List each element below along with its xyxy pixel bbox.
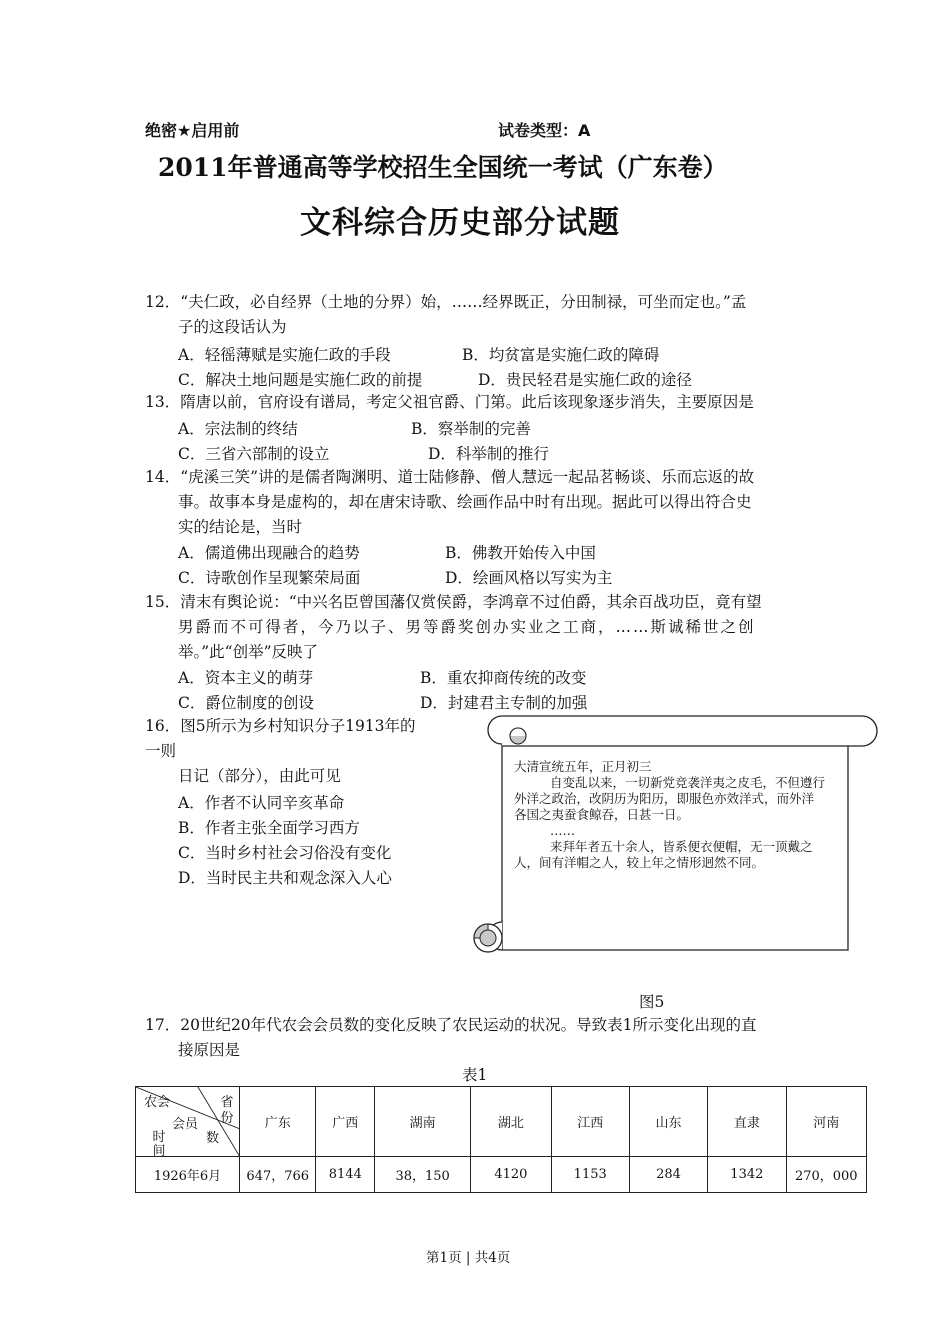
column-header: 江西: [551, 1087, 629, 1157]
q13-option-d: D．科举制的推行: [428, 445, 549, 463]
q16-option-d: D．当时民主共和观念深入人心: [178, 869, 392, 887]
table-cell: 284: [629, 1157, 707, 1193]
q16-option-c: C．当时乡村社会习俗没有变化: [178, 844, 392, 862]
table-cell: 38，150: [375, 1157, 471, 1193]
q13-option-a: A．宗法制的终结: [178, 420, 298, 438]
column-header: 直隶: [708, 1087, 786, 1157]
corner-label-members: 会员: [172, 1117, 199, 1132]
question-13-stem: [145, 390, 754, 415]
table-cell: 647，766: [240, 1157, 316, 1193]
table-header-row: [136, 1087, 867, 1157]
q12-option-c: C．解决土地问题是实施仁政的前提: [178, 371, 423, 389]
stem-line: 14．“虎溪三笑”讲的是儒者陶渊明、道士陆修静、僧人慧远一起品茗畅谈、乐而忘返的故: [145, 468, 755, 486]
q15-option-a: A．资本主义的萌芽: [178, 669, 314, 687]
diary-paragraph: 自变乱以来，一切新党竞袭洋夷之皮毛，不但遵行外洋之政治，改阴历为阳历，即服色亦效洋式，而外洋各国之夷蚕食鲸吞，日甚一日。: [514, 775, 826, 822]
stem-line: 实的结论是，当时: [178, 518, 303, 536]
stem-line: 13．隋唐以前，官府设有谱局，考定父祖官爵、门第。此后该现象逐步消失，主要原因是: [145, 393, 754, 411]
table-cell: 270，000: [786, 1157, 866, 1193]
secrecy-label: 绝密★启用前: [145, 121, 240, 140]
stem-line: 日记（部分），由此可见: [178, 767, 341, 785]
question-16-stem: [145, 714, 416, 789]
stem-line: 男爵而不可得者，今乃以子、男等爵奖创办实业之工商，……斯诚稀世之创: [178, 618, 756, 636]
corner-label-count: 数: [206, 1131, 220, 1146]
row-label: 1926年6月: [136, 1157, 240, 1193]
diary-ellipsis: ……: [550, 823, 575, 838]
stem-line: 子的这段话认为: [178, 318, 287, 336]
stem-line: 举。”此“创举”反映了: [178, 643, 319, 661]
column-header: 湖南: [375, 1087, 471, 1157]
q12-option-b: B．均贫富是实施仁政的障碍: [462, 346, 660, 364]
question-14-stem: [145, 465, 754, 540]
q14-option-b: B．佛教开始传入中国: [445, 544, 596, 562]
question-12-stem: [145, 290, 746, 340]
column-header: 河南: [786, 1087, 866, 1157]
column-header: 广东: [240, 1087, 316, 1157]
stem-line: 16．图5所示为乡村知识分子1913年的: [145, 717, 416, 735]
q16-option-a: A．作者不认同辛亥革命: [178, 794, 345, 812]
stem-line: 事。故事本身是虚构的，却在唐宋诗歌、绘画作品中时有出现。据此可以得出符合史: [178, 493, 752, 511]
q14-option-c: C．诗歌创作呈现繁荣局面: [178, 569, 361, 587]
q12-option-a: A．轻徭薄赋是实施仁政的手段: [178, 346, 391, 364]
stem-line: 15．清末有舆论说：“中兴名臣曾国藩仅赏侯爵，李鸿章不过伯爵，其余百战功臣，竟有望: [145, 593, 762, 611]
table-cell: 1342: [708, 1157, 786, 1193]
column-header: 山东: [629, 1087, 707, 1157]
q14-option-a: A．儒道佛出现融合的趋势: [178, 544, 360, 562]
stem-line: 17．20世纪20年代农会会员数的变化反映了农民运动的状况。导致表1所示变化出现的直: [145, 1016, 757, 1034]
question-17-stem: [145, 1013, 757, 1063]
table-row: [136, 1157, 867, 1193]
column-header: 广西: [316, 1087, 375, 1157]
corner-label-time: 时间: [152, 1130, 192, 1159]
scroll-diary-text: [514, 759, 826, 871]
q16-option-b: B．作者主张全面学习西方: [178, 819, 360, 837]
corner-label-province: 省份: [220, 1095, 234, 1126]
figure-caption: 图5: [639, 993, 665, 1011]
paper-type-label: 试卷类型：A: [498, 121, 591, 140]
table-corner-cell: [136, 1087, 240, 1157]
q15-option-b: B．重农抑商传统的改变: [420, 669, 587, 687]
page-subtitle: 文科综合历史部分试题: [300, 205, 620, 241]
q15-option-d: D．封建君主专制的加强: [420, 694, 588, 712]
q12-option-d: D．贵民轻君是实施仁政的途径: [478, 371, 692, 389]
corner-label-assoc: 农会: [144, 1095, 171, 1110]
stem-line: 一则: [145, 742, 177, 760]
table-cell: 8144: [316, 1157, 375, 1193]
q13-option-c: C．三省六部制的设立: [178, 445, 330, 463]
table-caption: 表1: [462, 1066, 488, 1084]
q14-option-d: D．绘画风格以写实为主: [445, 569, 613, 587]
diary-date: 大清宣统五年，正月初三: [514, 759, 652, 774]
q15-option-c: C．爵位制度的创设: [178, 694, 314, 712]
data-table: [135, 1086, 867, 1193]
q13-option-b: B．察举制的完善: [411, 420, 531, 438]
diary-paragraph: 来拜年者五十余人，皆系便衣便帽，无一顶戴之人，间有洋帽之人，较上年之情形迥然不同。: [514, 839, 813, 870]
stem-line: 12．“夫仁政，必自经界（土地的分界）始，……经界既正，分田制禄，可坐而定也。”孟: [145, 293, 747, 311]
column-header: 湖北: [471, 1087, 551, 1157]
page-footer: 第1页 | 共4页: [426, 1250, 511, 1266]
table-cell: 4120: [471, 1157, 551, 1193]
table-cell: 1153: [551, 1157, 629, 1193]
question-15-stem: [145, 590, 762, 665]
stem-line: 接原因是: [178, 1041, 241, 1059]
exam-title: 2011年普通高等学校招生全国统一考试（广东卷）: [158, 153, 728, 182]
